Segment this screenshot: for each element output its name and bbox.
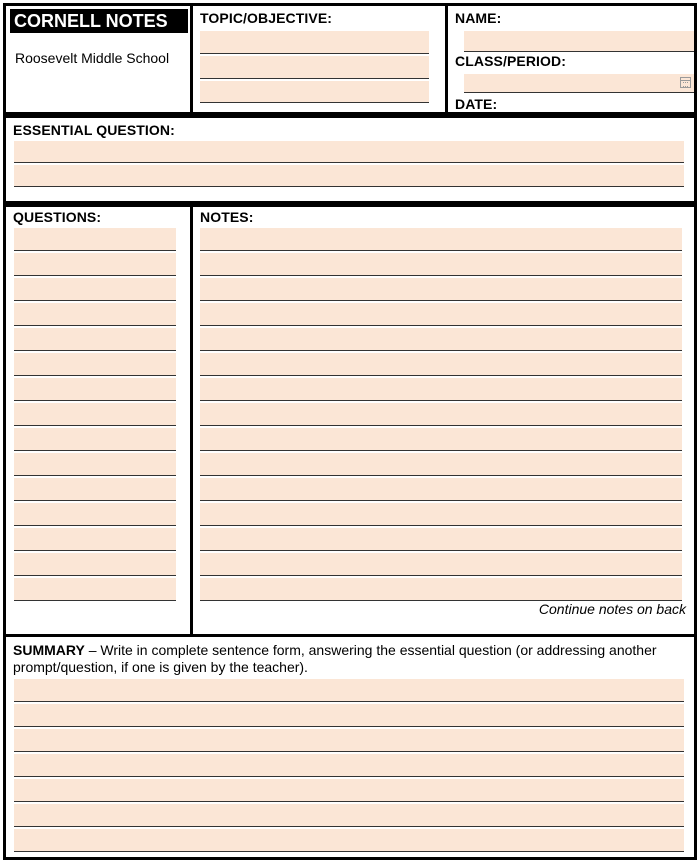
question-line-3[interactable] [14, 278, 176, 301]
calendar-icon[interactable] [680, 77, 691, 88]
question-line-7[interactable] [14, 378, 176, 401]
essential-question-field-1[interactable] [14, 141, 684, 163]
notes-line-3[interactable] [200, 278, 682, 301]
summary-label: SUMMARY [13, 642, 85, 658]
class-label: CLASS/PERIOD: [455, 53, 566, 69]
notes-box [190, 204, 697, 637]
question-line-5[interactable] [14, 328, 176, 351]
question-line-2[interactable] [14, 253, 176, 276]
name-field[interactable] [464, 31, 694, 52]
summary-line-4[interactable] [14, 754, 684, 777]
notes-line-12[interactable] [200, 503, 682, 526]
name-label: NAME: [455, 10, 502, 26]
notes-line-15[interactable] [200, 578, 682, 601]
questions-label: QUESTIONS: [13, 209, 102, 225]
student-info-box [445, 3, 697, 115]
notes-label: NOTES: [200, 209, 254, 225]
notes-line-6[interactable] [200, 353, 682, 376]
notes-line-8[interactable] [200, 403, 682, 426]
essential-question-box [3, 115, 697, 204]
summary-instructions: – Write in complete sentence form, answering the essential question (or addressing another prompt/question, if one is given by the teacher). [13, 642, 657, 675]
school-name: Roosevelt Middle School [15, 50, 170, 66]
form-title: CORNELL NOTES [10, 9, 188, 33]
notes-line-14[interactable] [200, 553, 682, 576]
question-line-10[interactable] [14, 453, 176, 476]
topic-label: TOPIC/OBJECTIVE: [200, 10, 333, 26]
topic-field-1[interactable] [200, 31, 429, 54]
summary-line-3[interactable] [14, 729, 684, 752]
question-line-6[interactable] [14, 353, 176, 376]
notes-line-4[interactable] [200, 303, 682, 326]
notes-line-5[interactable] [200, 328, 682, 351]
essential-question-label: ESSENTIAL QUESTION: [13, 122, 175, 138]
topic-field-3[interactable] [200, 81, 429, 103]
essential-question-field-2[interactable] [14, 165, 684, 187]
title-box [3, 3, 193, 115]
summary-line-1[interactable] [14, 679, 684, 702]
notes-line-9[interactable] [200, 428, 682, 451]
topic-box [190, 3, 448, 115]
notes-line-10[interactable] [200, 453, 682, 476]
summary-header [13, 642, 683, 676]
summary-line-7[interactable] [14, 829, 684, 852]
notes-line-2[interactable] [200, 253, 682, 276]
summary-line-6[interactable] [14, 804, 684, 827]
question-line-11[interactable] [14, 478, 176, 501]
notes-line-11[interactable] [200, 478, 682, 501]
question-line-9[interactable] [14, 428, 176, 451]
question-line-15[interactable] [14, 578, 176, 601]
question-line-14[interactable] [14, 553, 176, 576]
summary-box [3, 634, 697, 860]
question-line-12[interactable] [14, 503, 176, 526]
questions-box [3, 204, 193, 637]
summary-line-2[interactable] [14, 704, 684, 727]
question-line-1[interactable] [14, 228, 176, 251]
class-period-field[interactable] [464, 74, 694, 93]
topic-field-2[interactable] [200, 56, 429, 79]
notes-line-7[interactable] [200, 378, 682, 401]
question-line-8[interactable] [14, 403, 176, 426]
continue-notes-text: Continue notes on back [538, 601, 686, 617]
question-line-4[interactable] [14, 303, 176, 326]
question-line-13[interactable] [14, 528, 176, 551]
summary-line-5[interactable] [14, 779, 684, 802]
notes-line-13[interactable] [200, 528, 682, 551]
date-label: DATE: [455, 96, 498, 112]
notes-line-1[interactable] [200, 228, 682, 251]
